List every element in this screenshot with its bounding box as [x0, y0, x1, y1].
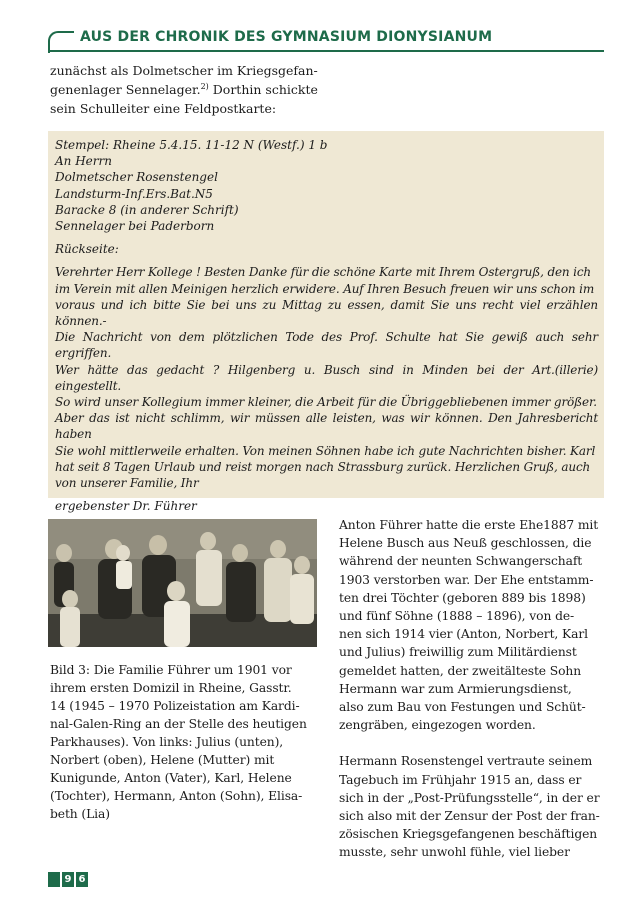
body-line: und fünf Söhne (1888 – 1896), von de-: [339, 609, 575, 624]
body-paragraph-2: [339, 752, 604, 861]
address-line: Sennelager bei Paderborn: [55, 219, 215, 234]
body-line: Anton Führer hatte die erste Ehe1887 mit: [339, 518, 599, 532]
footnote-marker: 2): [200, 81, 209, 91]
message-line: Die Nachricht von dem plötzlichen Tode des Prof. Schulte hat Sie gewiß auch sehr ergriffen.: [55, 330, 598, 361]
body-line: musste, sehr unwohl fühle, viel lieber: [339, 845, 570, 860]
header-rule: [48, 50, 604, 52]
family-photo: [48, 519, 317, 647]
postcard-transcription: [48, 131, 604, 514]
body-line: und Julius) freiwillig zum Militärdienst: [339, 645, 577, 660]
intro-paragraph: [50, 61, 325, 118]
caption-line: Bild 3: Die Familie Führer um 1901 vor: [50, 663, 292, 677]
intro-line: zunächst als Dolmetscher im Kriegsgefan-: [50, 63, 318, 78]
body-line: Tagebuch im Frühjahr 1915 an, dass er: [339, 772, 582, 787]
body-line: Hermann war zum Armierungsdienst,: [339, 681, 572, 696]
postcard-message: [55, 264, 598, 491]
message-line: hat seit 8 Tagen Urlaub und reist morgen nach Strassburg zurück. Herzlichen Gruß, auch: [55, 459, 591, 474]
message-line: im Verein mit allen Meinigen herzlich erwidere. Auf Ihren Besuch freuen wir uns schon im: [55, 281, 595, 296]
intro-line: sein Schulleiter eine Feldpostkarte:: [50, 101, 277, 116]
intro-line: [50, 80, 325, 99]
page-number: [48, 872, 88, 887]
body-line: sich in der „Post-Prüfungsstelle“, in der er: [339, 790, 600, 805]
message-line: Verehrter Herr Kollege ! Besten Danke für die schöne Karte mit Ihrem Ostergruß, den ich: [55, 265, 592, 280]
address-line: Dolmetscher Rosenstengel: [55, 170, 218, 185]
message-line: So wird unser Kollegium immer kleiner, die Arbeit für die Übriggebliebenen immer größer.: [55, 395, 597, 410]
page-header: [48, 28, 604, 52]
body-line: während der neunten Schwangerschaft: [339, 554, 583, 569]
intro-text: Dorthin schickte: [208, 82, 318, 97]
address-line: An Herrn: [55, 154, 112, 169]
message-line: von unserer Familie, Ihr: [55, 476, 199, 491]
body-line: also zum Bau von Festungen und Schüt-: [339, 700, 586, 715]
caption-line: ihrem ersten Domizil in Rheine, Gasstr.: [50, 681, 292, 695]
message-line: voraus und ich bitte Sie bei uns zu Mittag zu essen, damit Sie uns recht viel erzählen können.-: [55, 297, 598, 329]
body-line: nen sich 1914 vier (Anton, Norbert, Karl: [339, 627, 588, 642]
caption-line: (Tochter), Hermann, Anton (Sohn), Elisa-: [50, 789, 303, 803]
body-line: gemeldet hatten, der zweitälteste Sohn: [339, 663, 582, 678]
page-number-bar: [48, 872, 60, 887]
body-line: 1903 verstorben war. Der Ehe entstamm-: [339, 572, 594, 587]
address-line: Landsturm-Inf.Ers.Bat.N5: [55, 186, 213, 201]
caption-line: beth (Lia): [50, 807, 110, 821]
body-line: Helene Busch aus Neuß geschlossen, die: [339, 536, 592, 551]
body-line: Hermann Rosenstengel vertraute seinem: [339, 754, 593, 769]
caption-line: Norbert (oben), Helene (Mutter) mit: [50, 753, 275, 767]
page-number-digit: 9: [62, 872, 74, 887]
letter-closing: ergebenster Dr. Führer: [55, 499, 197, 514]
message-line: Sie wohl mittlerweile erhalten. Von meinen Söhnen habe ich gute Nachrichten bisher. Karl: [55, 443, 596, 458]
body-paragraph-1: [339, 516, 604, 734]
family-photo-illustration: [48, 519, 317, 647]
right-column: [339, 516, 604, 862]
body-line: zengräben, eingezogen worden.: [339, 718, 536, 733]
caption-line: Kunigunde, Anton (Vater), Karl, Helene: [50, 771, 292, 785]
postcard-address: [55, 137, 598, 234]
caption-line: Parkhauses). Von links: Julius (unten),: [50, 735, 284, 749]
body-line: ten drei Töchter (geboren 889 bis 1898): [339, 590, 586, 605]
body-line: sich also mit der Zensur der Post der fran-: [339, 809, 600, 824]
caption-line: nal-Galen-Ring an der Stelle des heutigen: [50, 717, 307, 731]
address-line: Stempel: Rheine 5.4.15. 11-12 N (Westf.) 1 b: [55, 138, 328, 152]
address-line: Baracke 8 (in anderer Schrift): [55, 202, 239, 217]
body-line: zösischen Kriegsgefangenen beschäftigen: [339, 827, 598, 842]
message-line: Wer hätte das gedacht ? Hilgenberg u. Busch sind in Minden bei der Art.(illerie) eingestellt.: [55, 362, 598, 393]
message-line: Aber das ist nicht schlimm, wir müssen alle leisten, was wir können. Den Jahresbericht haben: [55, 411, 598, 442]
header-title: AUS DER CHRONIK DES GYMNASIUM DIONYSIANUM: [80, 29, 493, 45]
caption-line: 14 (1945 – 1970 Polizeistation am Kardi-: [50, 699, 300, 713]
page-number-digit: 6: [76, 872, 88, 887]
photo-caption: [50, 661, 317, 823]
intro-text: genenlager Sennelager.: [50, 82, 201, 97]
rueckseite-label: Rückseite:: [55, 242, 119, 257]
